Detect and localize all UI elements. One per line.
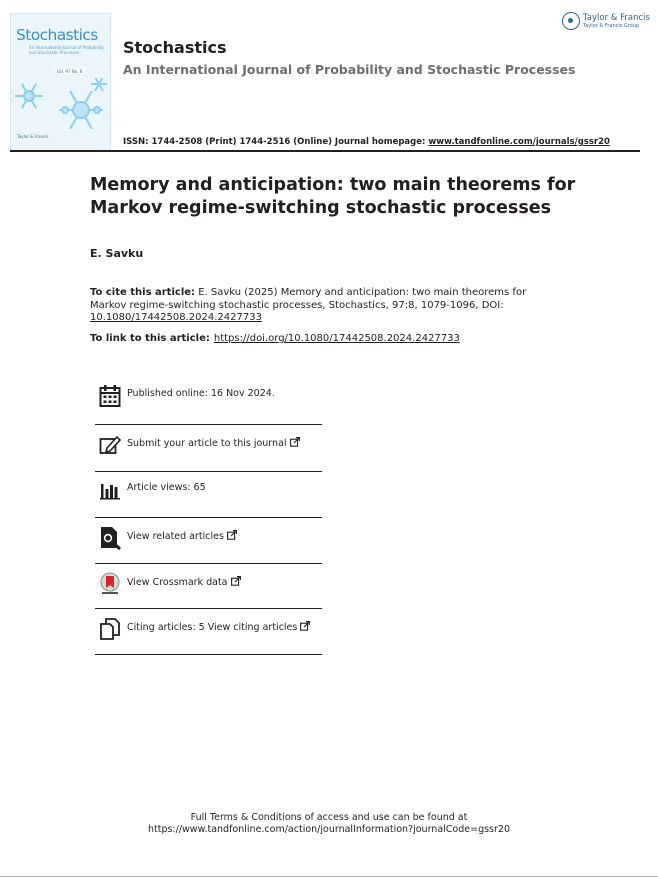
snowflake-pattern-icon	[11, 78, 110, 134]
citation-block	[90, 287, 540, 325]
external-link-icon	[290, 437, 300, 447]
publisher-group: Taylor & Francis Group	[583, 23, 640, 29]
issn-line	[123, 137, 610, 147]
edit-icon	[99, 433, 121, 457]
journal-cover-image	[10, 13, 111, 151]
citing-articles-item[interactable]	[95, 609, 322, 655]
footer-line-1: Full Terms & Conditions of access and use can be found at	[190, 812, 468, 823]
crossmark-icon	[99, 572, 121, 596]
cover-title: Stochastics	[16, 26, 98, 44]
journal-title: Stochastics	[123, 38, 227, 57]
submit-article-text: Submit your article to this journal	[127, 438, 287, 449]
calendar-icon	[99, 384, 121, 408]
footer-divider	[0, 876, 658, 877]
citing-articles-icon	[99, 617, 121, 641]
meta-divider	[95, 654, 322, 655]
external-link-icon	[231, 576, 241, 586]
search-document-icon	[99, 526, 121, 550]
related-articles-text: View related articles	[127, 531, 224, 542]
published-online-item	[95, 376, 322, 422]
issn-text: ISSN: 1744-2508 (Print) 1744-2516 (Online) Journal homepage:	[123, 137, 429, 147]
cover-publisher: Taylor & Francis	[17, 134, 49, 139]
publisher-name: Taylor & Francis	[583, 13, 650, 23]
cover-subtitle: An International Journal of Probability and Stochastic Processes	[29, 45, 104, 55]
header-divider	[10, 150, 640, 152]
publisher-logo[interactable]	[562, 12, 650, 34]
footer-terms-link[interactable]: https://www.tandfonline.com/action/journalInformation?journalCode=gssr20	[147, 824, 510, 835]
external-link-icon	[227, 530, 237, 540]
submit-article-item[interactable]	[95, 425, 322, 471]
related-articles-item[interactable]	[95, 518, 322, 564]
external-link-icon	[300, 621, 310, 631]
citing-articles-text: Citing articles: 5 View citing articles	[127, 622, 298, 633]
article-title: Memory and anticipation: two main theorems for Markov regime-switching stochastic processes	[90, 175, 576, 218]
taylor-francis-logo-icon	[562, 12, 580, 30]
article-views-item	[95, 470, 322, 516]
crossmark-item[interactable]	[95, 564, 322, 610]
journal-homepage-link[interactable]: www.tandfonline.com/journals/gssr20	[428, 137, 610, 147]
citation-label: To cite this article:	[90, 287, 196, 298]
article-views-text: Article views: 65	[127, 482, 206, 493]
crossmark-text: View Crossmark data	[127, 577, 228, 588]
link-label: To link to this article:	[90, 333, 210, 344]
article-author: E. Savku	[90, 247, 144, 260]
citation-doi-link[interactable]: 10.1080/17442508.2024.2427733	[90, 312, 262, 323]
footer-terms	[0, 812, 658, 836]
citation-text: E. Savku (2025) Memory and anticipation: two main theorems for Markov regime-switching stochastic processes, Stochastics, 97:8, 1079-1096, DOI:	[90, 287, 527, 311]
article-link-line	[90, 333, 460, 344]
published-online-text: Published online: 16 Nov 2024.	[127, 388, 275, 399]
journal-subtitle: An International Journal of Probability and Stochastic Processes	[123, 62, 576, 77]
cover-volume: Vol. 97 No. 8	[57, 69, 83, 74]
bar-chart-icon	[99, 478, 121, 502]
article-doi-url-link[interactable]: https://doi.org/10.1080/17442508.2024.2427733	[213, 333, 460, 344]
